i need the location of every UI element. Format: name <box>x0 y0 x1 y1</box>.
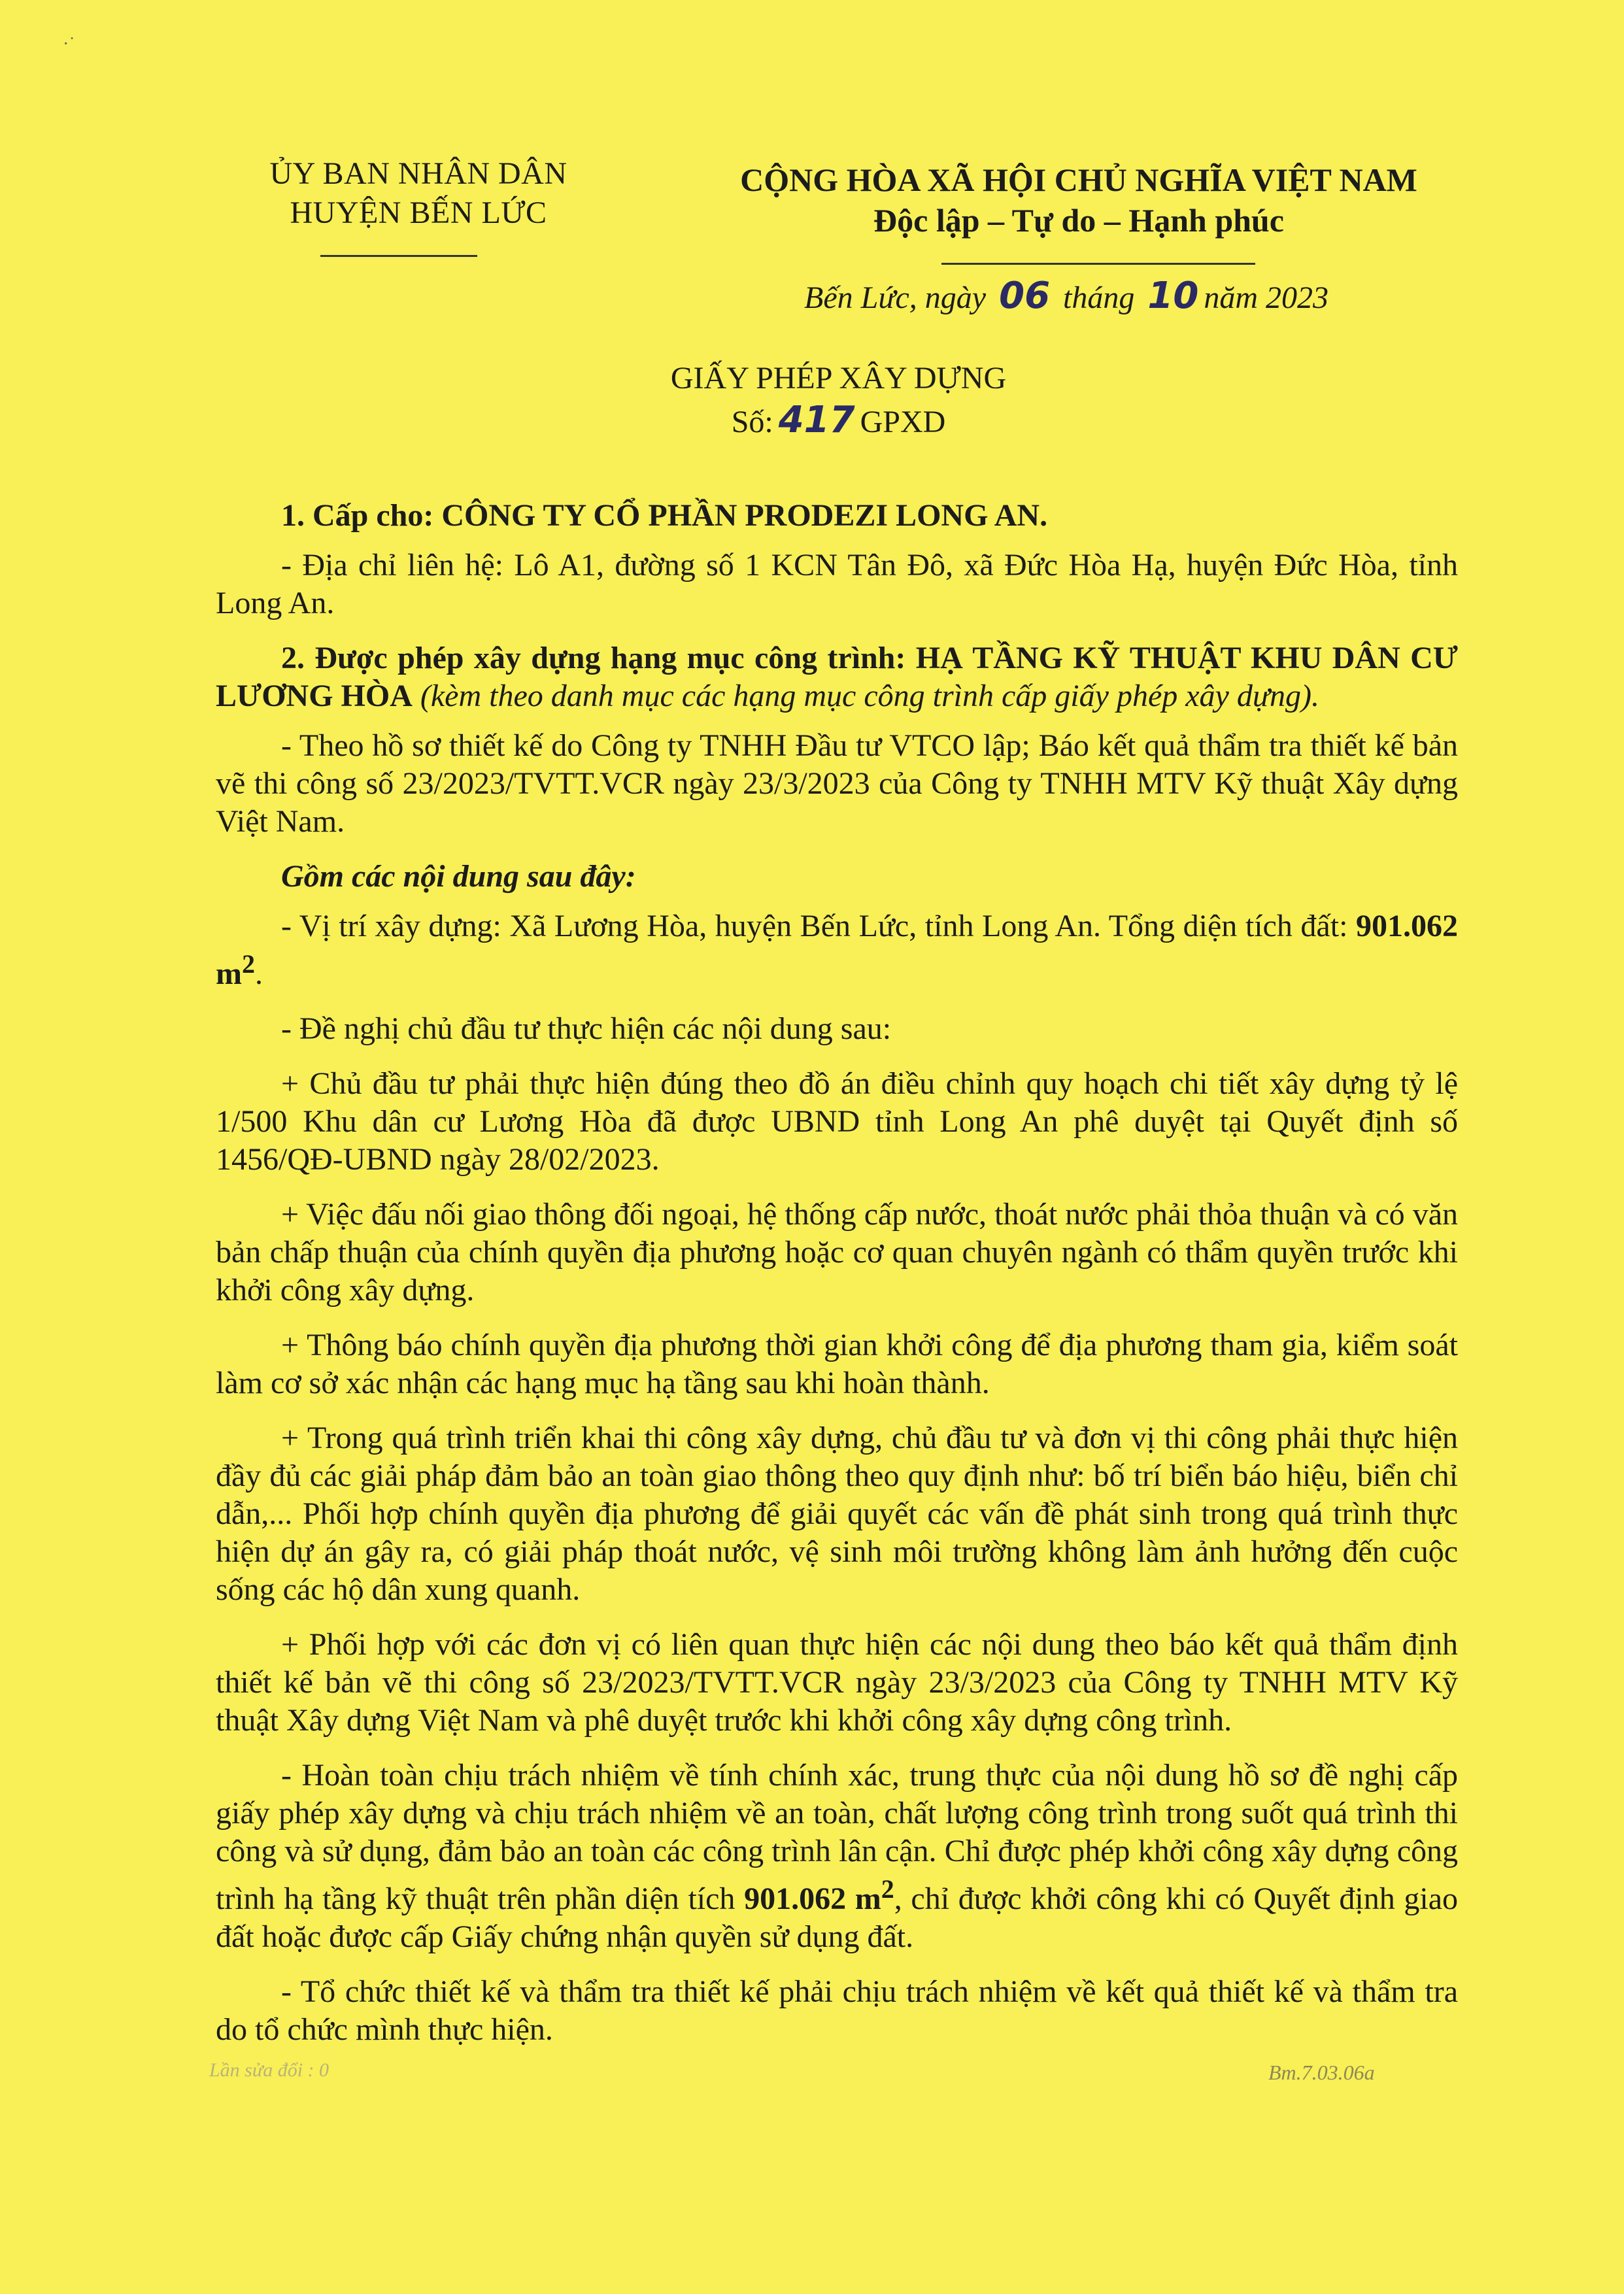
document-body <box>216 497 1458 2066</box>
agency-line-1: ỦY BAN NHÂN DÂN <box>269 156 567 191</box>
section-2 <box>216 639 1458 715</box>
document-number <box>0 400 1624 443</box>
coordinate-paragraph: + Phối hợp với các đơn vị có liên quan thực hiện các nội dung theo báo kết quả thẩm định thiết kế bản vẽ thi công số 23/2023/TVTT.VCR ngày 23/3/2023 của Công ty TNHH MTV Kỹ thuật Xây dựng Việt Nam và phê duyệt trước khi khởi công xây dựng công trình. <box>216 1627 1458 1738</box>
date-prefix: Bến Lức, ngày <box>804 280 987 315</box>
national-heading <box>693 160 1464 241</box>
date-suffix: năm 2023 <box>1204 280 1328 315</box>
contents-heading <box>216 858 1458 896</box>
design-basis: - Theo hồ sơ thiết kế do Công ty TNHH Đầu tư VTCO lập; Báo kết quả thẩm tra thiết kế bản vẽ thi công số 23/2023/TVTT.VCR ngày 23/3/2023 của Công ty TNHH MTV Kỹ thuật Xây dựng Việt Nam. <box>216 728 1458 839</box>
location-area: 901.062 m <box>216 909 1459 991</box>
section-2-label: 2. Được phép xây dựng hạng mục công trình: HẠ TẦNG KỸ THUẬT KHU DÂN CƯ LƯƠNG HÒA <box>216 641 1458 713</box>
scan-speck: ·˙ <box>63 34 75 54</box>
responsibility-text-a: - Hoàn toàn chịu trách nhiệm về tính chính xác, trung thực của nội dung hồ sơ đề nghị cấp giấy phép xây dựng và chịu trách nhiệm về an toàn, chất lượng công trình trong suốt quá trình thi công và sử dụng, đảm bảo an toàn các công trình lân cận. Chỉ được phép khởi công xây dựng công trình hạ tầng kỹ thuật trên phần diện tích <box>216 1758 1458 1916</box>
number-handwritten: 417 <box>778 399 855 441</box>
number-prefix: Số: <box>731 405 773 439</box>
request-paragraph: - Đề nghị chủ đầu tư thực hiện các nội dung sau: <box>281 1011 892 1046</box>
plan-paragraph: + Chủ đầu tư phải thực hiện đúng theo đồ án điều chỉnh quy hoạch chi tiết xây dựng tỷ lệ 1/500 Khu dân cư Lương Hòa đã được UBND tỉnh Long An phê duyệt tại Quyết định số 1456/QĐ-UBND ngày 28/02/2023. <box>216 1066 1458 1177</box>
section-2-note: (kèm theo danh mục các hạng mục công trình cấp giấy phép xây dựng). <box>420 679 1320 713</box>
location-end: . <box>254 956 263 991</box>
date-month-label: tháng <box>1063 280 1135 315</box>
form-code: Bm.7.03.06a <box>1268 2061 1375 2084</box>
location-paragraph <box>216 907 1458 993</box>
nation-title: CỘNG HÒA XÃ HỘI CHỦ NGHĨA VIỆT NAM <box>740 161 1417 198</box>
responsibility-area: 901.062 m <box>744 1881 881 1916</box>
issuing-agency <box>209 154 628 233</box>
responsibility-text-b: , chỉ được khởi công khi có Quyết định giao đất hoặc được cấp Giấy chứng nhận quyền sử dụng đất. <box>216 1881 1459 1954</box>
section-1-label: 1. Cấp cho: CÔNG TY CỔ PHẦN PRODEZI LONG AN. <box>281 498 1048 533</box>
notify-paragraph: + Thông báo chính quyền địa phương thời gian khởi công để địa phương tham gia, kiểm soát làm cơ sở xác nhận các hạng mục hạ tầng sau khi hoàn thành. <box>216 1328 1458 1400</box>
contents-heading-text: Gồm các nội dung sau đây: <box>281 859 636 894</box>
safety-paragraph: + Trong quá trình triển khai thi công xây dựng, chủ đầu tư và đơn vị thi công phải thực hiện đầy đủ các giải pháp đảm bảo an toàn giao thông theo quy định như: bố trí biển báo hiệu, biển chỉ dẫn,... Phối hợp chính quyền địa phương để giải quyết các vấn đề phát sinh trong quá trình thực hiện dự án gây ra, có giải pháp thoát nước, vệ sinh môi trường không làm ảnh hưởng đến cuộc sống các hộ dân xung quanh. <box>216 1421 1458 1607</box>
document-title: GIẤY PHÉP XÂY DỰNG <box>670 361 1007 396</box>
connection-paragraph: + Việc đấu nối giao thông đối ngoại, hệ thống cấp nước, thoát nước phải thỏa thuận và có văn bản chấp thuận của chính quyền địa phương hoặc cơ quan chuyên ngành có thẩm quyền trước khi khởi công xây dựng. <box>216 1197 1458 1307</box>
location-area-sup: 2 <box>241 949 255 979</box>
number-suffix: GPXD <box>860 405 946 439</box>
responsibility-paragraph <box>216 1757 1458 1956</box>
revision-note: Lần sửa đổi : 0 <box>209 2059 330 2081</box>
location-text: - Vị trí xây dựng: Xã Lương Hòa, huyện Bến Lức, tỉnh Long An. Tổng diện tích đất: <box>281 909 1348 943</box>
motto-underline <box>941 263 1255 265</box>
contact-address: - Địa chỉ liên hệ: Lô A1, đường số 1 KCN Tân Đô, xã Đức Hòa Hạ, huyện Đức Hòa, tỉnh Long An. <box>216 548 1458 620</box>
issue-date <box>804 275 1328 317</box>
agency-line-2: HUYỆN BẾN LỨC <box>290 195 547 230</box>
agency-underline <box>320 255 477 257</box>
organization-paragraph: - Tổ chức thiết kế và thẩm tra thiết kế phải chịu trách nhiệm về kết quả thiết kế và thẩm tra do tổ chức mình thực hiện. <box>216 1974 1458 2047</box>
date-day-handwritten: 06 <box>999 275 1051 317</box>
responsibility-area-sup: 2 <box>881 1874 894 1904</box>
date-month-handwritten: 10 <box>1147 275 1199 317</box>
nation-motto: Độc lập – Tự do – Hạnh phúc <box>873 202 1284 239</box>
section-1 <box>216 497 1458 535</box>
